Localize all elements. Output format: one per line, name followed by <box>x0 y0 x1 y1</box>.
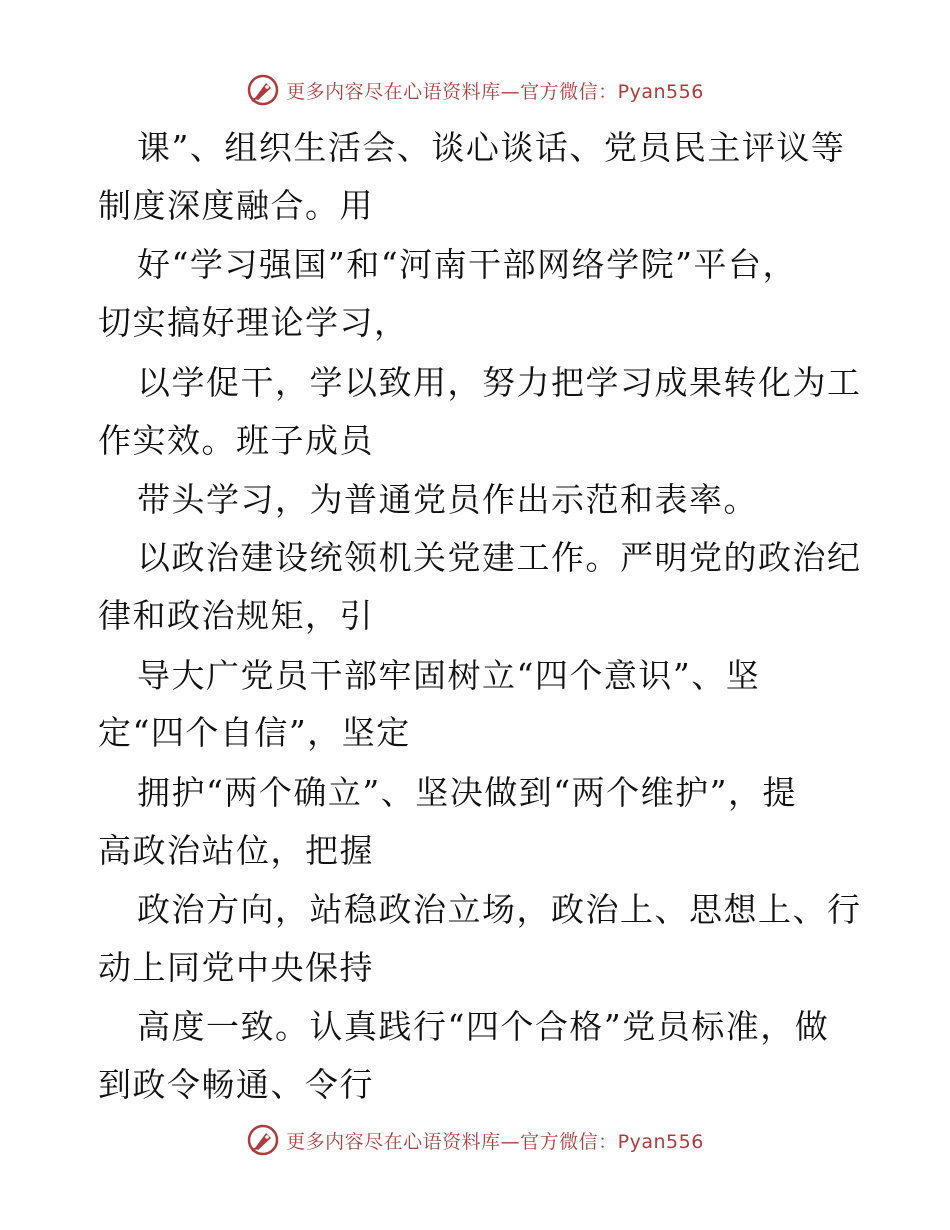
paragraph-line: 好“学习强国”和“河南干部网络学院”平台， <box>137 245 797 284</box>
paragraph-line: 高政治站位，把握 <box>98 831 374 870</box>
paragraph-line: 带头学习，为普通党员作出示范和表率。 <box>137 480 758 519</box>
footer-banner-text: 更多内容尽在心语资料库—官方微信：Pyan556 <box>286 1130 704 1153</box>
paragraph-line: 以政治建设统领机关党建工作。严明党的政治纪 <box>137 538 862 577</box>
header-banner-text: 更多内容尽在心语资料库—官方微信：Pyan556 <box>286 80 704 103</box>
paragraph-line: 切实搞好理论学习， <box>98 303 409 342</box>
paragraph-line: 定“四个自信”，坚定 <box>98 713 411 752</box>
footer-banner <box>0 1120 950 1160</box>
paragraph-line: 导大广党员干部牢固树立“四个意识”、坚 <box>137 656 761 695</box>
paragraph-line: 课”、组织生活会、谈心谈话、党员民主评议等 <box>137 128 846 167</box>
paragraph-line: 以学促干，学以致用，努力把学习成果转化为工 <box>137 363 862 402</box>
paragraph-line: 政治方向，站稳政治立场，政治上、思想上、行 <box>137 890 862 929</box>
paragraph-line: 律和政治规矩，引 <box>98 596 374 635</box>
paragraph-line: 动上同党中央保持 <box>98 948 374 987</box>
paragraph-line: 作实效。班子成员 <box>98 421 374 460</box>
paragraph-line: 制度深度融合。用 <box>98 186 374 225</box>
pen-nib-logo-icon <box>246 1123 280 1157</box>
header-banner <box>0 70 950 110</box>
paragraph-line: 拥护“两个确立”、坚决做到“两个维护”，提 <box>137 773 797 812</box>
pen-nib-logo-icon <box>246 73 280 107</box>
paragraph-line: 到政令畅通、令行 <box>98 1065 374 1104</box>
paragraph-line: 高度一致。认真践行“四个合格”党员标准，做 <box>137 1007 830 1046</box>
